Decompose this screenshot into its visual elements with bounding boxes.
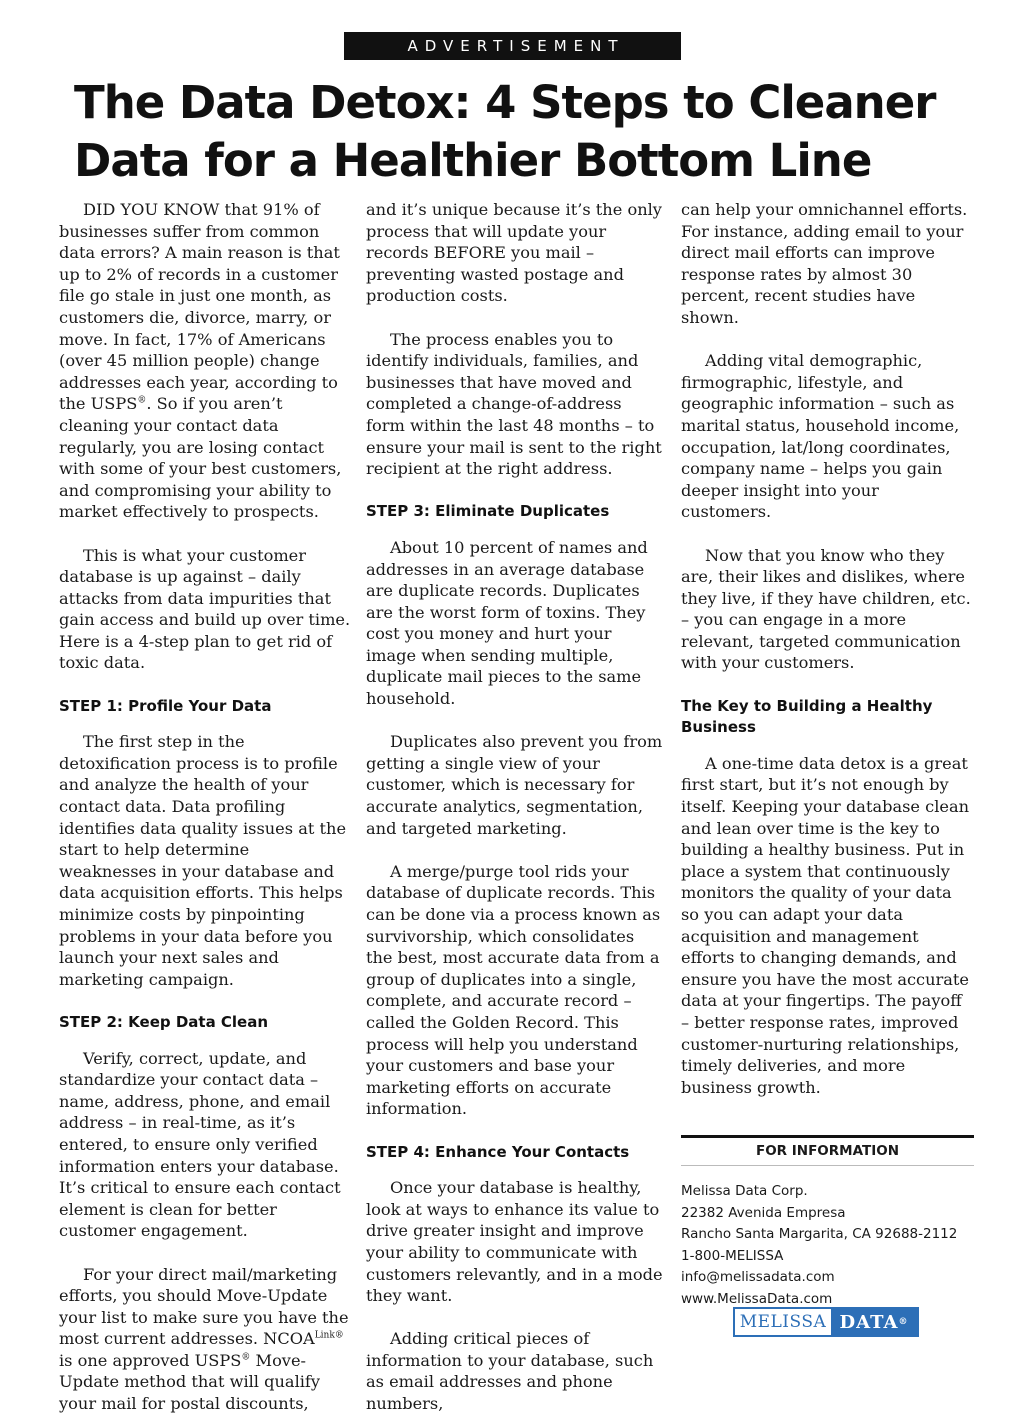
intro-paragraph-2: This is what your customer database is up against – daily attacks from data impurities that gain access and build up over time. Here is a 4-step plan to get rid of toxic data.: [59, 545, 351, 673]
column-2: [366, 199, 664, 1415]
logo-melissa-text: MELISSA: [735, 1309, 831, 1335]
city-address: Rancho Santa Margarita, CA 92688-2112: [681, 1226, 958, 1242]
melissa-data-logo: [733, 1307, 919, 1337]
step-4-heading: STEP 4: Enhance Your Contacts: [366, 1142, 630, 1161]
company-name: Melissa Data Corp.: [681, 1183, 808, 1199]
key-heading: The Key to Building a Healthy Business: [681, 696, 933, 737]
step-4-text: Once your database is healthy, look at ways to enhance its value to drive greater insight and improve your ability to communicate with customers relevantly, and in a mode they want.: [366, 1178, 663, 1306]
column-1: [59, 199, 351, 1415]
step-4-continued: can help your omnichannel efforts. For instance, adding email to your direct mail efforts can improve response rates by almost 30 percent, recent studies have shown.: [681, 200, 968, 327]
phone-number[interactable]: 1-800-MELISSA: [681, 1247, 784, 1264]
email-link[interactable]: info@melissadata.com: [681, 1269, 835, 1285]
step-3-text-2: Duplicates also prevent you from getting a single view of your customer, which is necessary for accurate analytics, segmentation, and targeted marketing.: [366, 732, 663, 838]
intro-paragraph: DID YOU KNOW that 91% of businesses suffer from common data errors? A main reason is that up to 2% of records in a customer file go stale in just one month, as customers die, divorce, marry, or move. In fact, 17% of Americans (over 45 million people) change addresses each year, according to the USPS®. So if you aren’t cleaning your contact data regularly, you are losing contact with some of your best customers, and compromising your ability to market effectively to prospects.: [59, 200, 342, 522]
key-text: A one-time data detox is a great first start, but it’s not enough by itself. Keeping your database clean and lean over time is the key to building a healthy business. Put in place a system that continuously monitors the quality of your data so you can adapt your data acquisition and management efforts to changing demands, and ensure you have the most accurate data at your fingertips. The payoff – better response rates, improved customer-nurturing relationships, timely deliveries, and more business growth.: [681, 753, 970, 1097]
column-3: [681, 199, 973, 1120]
step-2-text-2: For your direct mail/marketing efforts, you should Move-Update your list to make sure you have the most current addresses. $NCOA^{Link®}$ is one approved USPS® Move-Update method that will qualify your mail for postal discounts,: [59, 1264, 349, 1414]
website-link[interactable]: www.MelissaData.com: [681, 1290, 833, 1307]
step-4-text-2: Adding critical pieces of information to your database, such as email addresses and phone numbers,: [366, 1329, 654, 1414]
step-3-text-3: A merge/purge tool rids your database of duplicate records. This can be done via a process known as survivorship, which consolidates the best, most accurate data from a group of duplicates into a single, complete, and accurate record – called the Golden Record. This process will help you understand your customers and base your marketing efforts on accurate information.: [366, 861, 661, 1119]
step-1-heading: STEP 1: Profile Your Data: [59, 696, 272, 715]
street-address: 22382 Avenida Empresa: [681, 1204, 846, 1221]
step-4-engage-text: Now that you know who they are, their likes and dislikes, where they live, if they have children, etc. – you can engage in a more relevant, targeted communication with your customers.: [681, 545, 971, 673]
contact-info-box: [681, 1135, 974, 1310]
advertisement-banner: ADVERTISEMENT: [344, 32, 681, 60]
step-2-text: Verify, correct, update, and standardize your contact data – name, address, phone, and email address – in real-time, as it’s entered, to ensure only verified information enters your database. It’s critical to ensure each contact element is clean for better customer engagement.: [59, 1048, 341, 1241]
step-2-process-text: The process enables you to identify individuals, families, and businesses that have moved and completed a change-of-address form within the last 48 months – to ensure your mail is sent to the right recipient at the right address.: [366, 329, 662, 479]
step-2-continued: and it’s unique because it’s the only process that will update your records BEFORE you mail – preventing wasted postage and production costs.: [366, 200, 662, 306]
logo-data-text: DATA ®: [831, 1309, 917, 1335]
step-3-text: About 10 percent of names and addresses in an average database are duplicate records. Duplicates are the worst form of toxins. They cost you money and hurt your image when sending multiple, duplicate mail pieces to the same household.: [366, 537, 648, 709]
step-1-text: The first step in the detoxification process is to profile and analyze the health of your contact data. Data profiling identifies data quality issues at the start to help determine weaknesses in your database and data acquisition efforts. This helps minimize costs by pinpointing problems in your data before you launch your next sales and marketing campaign.: [59, 732, 347, 989]
contact-info-heading: FOR INFORMATION: [681, 1138, 974, 1166]
step-4-demographics-text: Adding vital demographic, firmographic, lifestyle, and geographic information – such as marital status, household income, occupation, lat/long coordinates, company name – helps you gain deeper insight into your customers.: [681, 351, 960, 522]
step-2-heading: STEP 2: Keep Data Clean: [59, 1012, 269, 1031]
step-3-heading: STEP 3: Eliminate Duplicates: [366, 502, 610, 521]
article-title: The Data Detox: 4 Steps to Cleaner Data for a Healthier Bottom Line: [74, 76, 936, 187]
